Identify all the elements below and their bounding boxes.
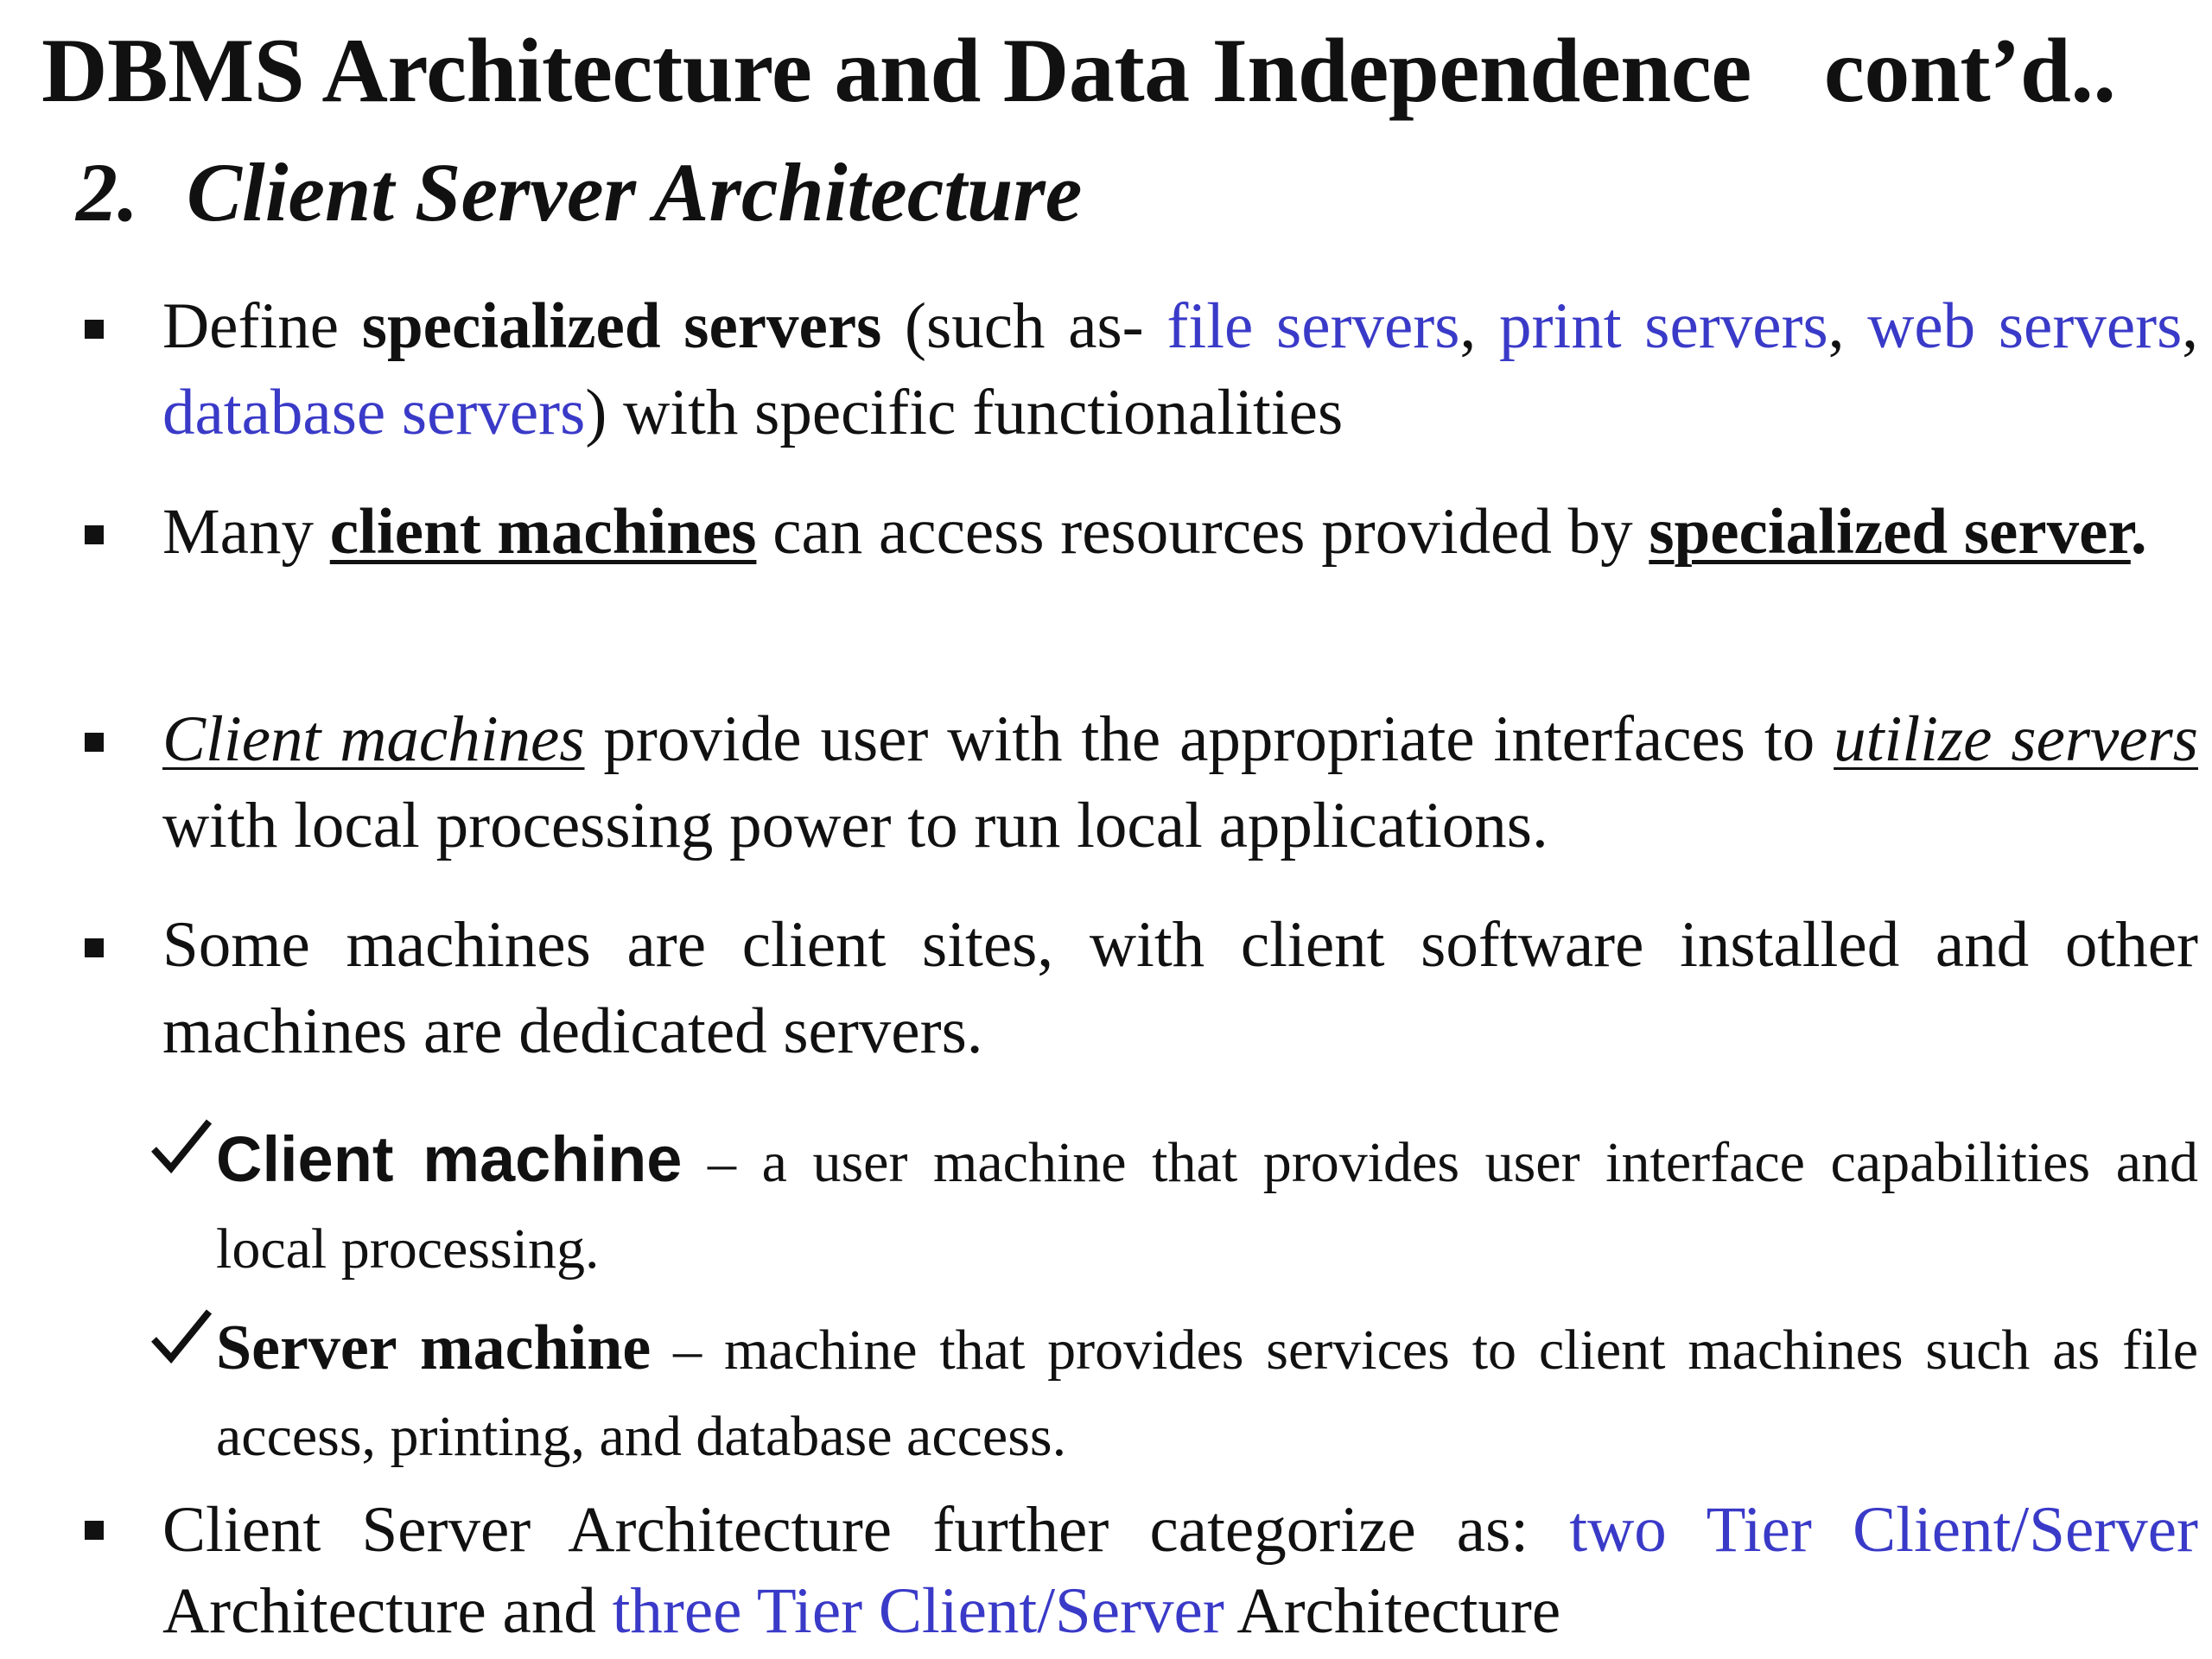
text: provide user with the appropriate interfaces to [584, 703, 1834, 775]
section-heading-text: Client Server Architecture [187, 146, 1083, 238]
square-bullet-icon [85, 525, 104, 544]
text: – a user machine that provides user interface capabilities and local processing. [216, 1131, 2198, 1281]
subitem-server-machine [216, 1305, 2198, 1480]
slide-title-main: DBMS Architecture and Data Independence [41, 20, 1751, 121]
bullet-specialized-servers [162, 283, 2198, 456]
link-file-servers[interactable]: file servers [1166, 290, 1460, 362]
bullet-tier-architecture [162, 1490, 2198, 1652]
section-number: 2. [76, 146, 138, 238]
bullet-client-interfaces [162, 696, 2198, 869]
text: , [1459, 290, 1499, 362]
text: . [2130, 496, 2147, 568]
slide-title-suffix: cont’d.. [1823, 20, 2116, 121]
section-heading [76, 145, 1082, 240]
link-two-tier[interactable]: two Tier Client/Server [1569, 1494, 2198, 1566]
text: with local processing power to run local applications. [162, 790, 1548, 861]
link-database-servers[interactable]: database servers [162, 377, 586, 448]
bullet-client-machines [162, 489, 2198, 575]
square-bullet-icon [85, 733, 104, 752]
link-web-servers[interactable]: web servers [1867, 290, 2183, 362]
text: ) with specific functionalities [585, 377, 1344, 448]
term-client-machines-italic: Client machines [162, 703, 585, 775]
text: Define [162, 290, 362, 362]
square-bullet-icon [85, 938, 104, 957]
term-utilize-servers: utilize servers [1834, 703, 2198, 775]
text: Many [162, 496, 330, 568]
checkmark-icon [149, 1115, 214, 1180]
text: Some machines are client sites, with client software installed and other machines are dedicated servers. [162, 909, 2198, 1067]
text: (such as- [881, 290, 1167, 362]
text: Architecture and [162, 1575, 613, 1647]
text: can access resources provided by [756, 496, 1649, 568]
subitem-client-machine [216, 1116, 2198, 1293]
square-bullet-icon [85, 1521, 104, 1540]
checkmark-icon [149, 1305, 214, 1370]
text: , [2182, 290, 2199, 362]
text: – machine that provides services to client machines such as file access, printing, and database access. [216, 1319, 2198, 1468]
term-client-machine: Client machine [216, 1123, 683, 1195]
text: Client Server Architecture further categorize as: [162, 1494, 1570, 1566]
term-client-machines: client machines [329, 496, 757, 568]
term-specialized-server: specialized server [1649, 496, 2131, 568]
square-bullet-icon [85, 320, 104, 339]
term-specialized-servers: specialized servers [361, 290, 882, 362]
link-three-tier[interactable]: three Tier Client/Server [612, 1575, 1224, 1647]
text: Architecture [1224, 1575, 1561, 1647]
slide-title [41, 19, 2115, 123]
term-server-machine: Server machine [216, 1313, 652, 1383]
link-print-servers[interactable]: print servers [1498, 290, 1828, 362]
bullet-client-sites [162, 902, 2198, 1075]
text: , [1827, 290, 1868, 362]
